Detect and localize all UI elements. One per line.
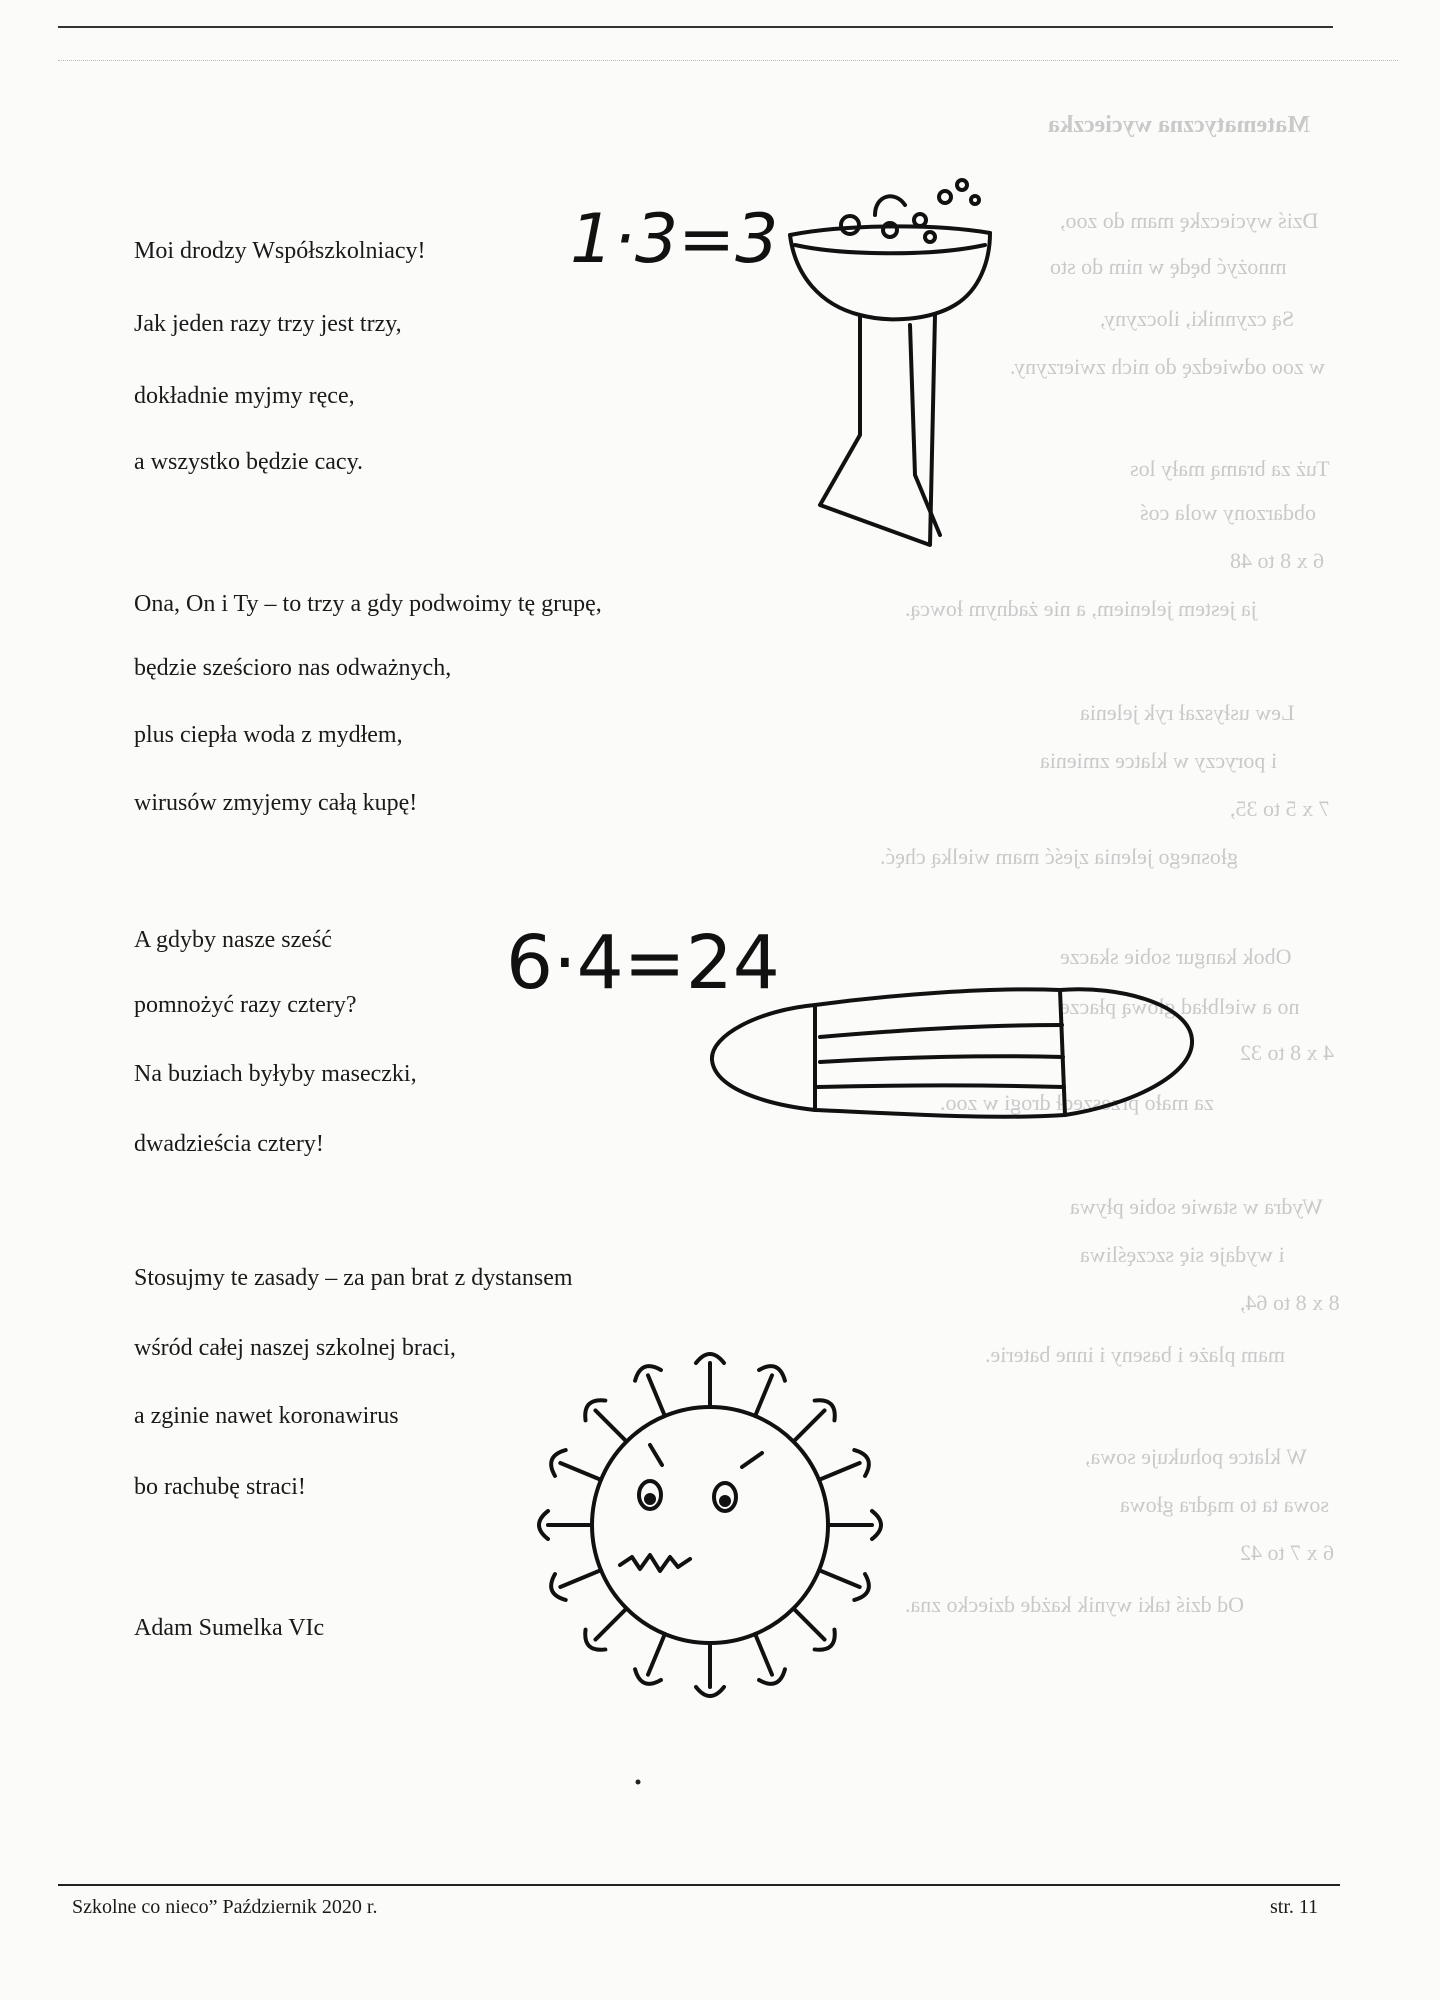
bleed-through-line: głosnego jelenia zjeść mam wielką chęć. (880, 844, 1238, 869)
top-rule (58, 26, 1333, 28)
poem-line: Moi drodzy Współszkolniacy! (134, 238, 426, 264)
poem-author: Adam Sumelka VIc (134, 1615, 325, 1641)
poem-line: Jak jeden razy trzy jest trzy, (134, 311, 402, 337)
face-mask-drawing (700, 965, 1200, 1125)
bleed-through-line: 6 x 8 to 48 (1230, 548, 1325, 573)
poem-line: dwadzieścia cztery! (134, 1131, 324, 1157)
mask-pleat (818, 1086, 1064, 1088)
mask-right-loop (1060, 989, 1192, 1115)
soap-bubble (971, 196, 979, 204)
soap-bubble (939, 191, 951, 203)
bleed-through-line: 4 x 8 to 32 (1240, 1040, 1335, 1065)
bleed-through-line: Są czynniki, iloczyny, (1100, 306, 1295, 331)
virus-brow-left (650, 1445, 662, 1465)
bleed-through-line: 6 x 7 to 42 (1240, 1540, 1335, 1565)
sink-basin (790, 233, 990, 319)
bleed-through-line: w zoo odwiedzę do nich zwierzyny. (1010, 354, 1326, 379)
coronavirus-drawing (510, 1335, 910, 1715)
equation-1-text: 1·3=3 (570, 200, 779, 279)
footer-rule (58, 1884, 1340, 1886)
bleed-through-line: za mało przeszedł drogi w zoo. (940, 1090, 1214, 1115)
bleed-through-title: Matematyczna wycieczka (1048, 112, 1310, 138)
poem-line: Na buziach byłyby maseczki, (134, 1061, 417, 1087)
bleed-through-line: Lew usłyszał ryk jelenia (1080, 700, 1295, 725)
poem-line: a zginie nawet koronawirus (134, 1403, 399, 1429)
poem-line: dokładnie myjmy ręce, (134, 383, 355, 409)
bleed-through-line: Tuż za bramą mały los (1130, 456, 1330, 481)
poem-line: Ona, On i Ty – to trzy a gdy podwoimy tę grupę, (134, 591, 602, 617)
bleed-through-line: i poryczy w klatce zmienia (1040, 748, 1278, 773)
bleed-through-line: Dziś wycieczkę mam do zoo, (1060, 208, 1319, 233)
soap-bubble (914, 214, 926, 226)
poem-line: Stosujmy te zasady – za pan brat z dystansem (134, 1265, 573, 1291)
bleed-through-line: obdarzony wola coś (1140, 500, 1316, 525)
handwritten-equation-1 (560, 190, 780, 280)
virus-pupil-right (721, 1497, 729, 1505)
soap-bubble (925, 232, 935, 242)
poem-line: będzie sześcioro nas odważnych, (134, 655, 452, 681)
mask-body (815, 989, 1065, 1116)
bleed-through-line: sowa ta to mądra głowa (1120, 1492, 1329, 1517)
poem-line: wśród całej naszej szkolnej braci, (134, 1335, 456, 1361)
poem-line: pomnożyć razy cztery? (134, 992, 357, 1018)
bleed-through-line: W klatce pohukuje sowa, (1085, 1444, 1307, 1469)
mask-pleat (820, 1025, 1062, 1037)
sink-pedestal (820, 315, 935, 545)
mask-left-loop (712, 1005, 815, 1110)
bleed-through-line: Wydra w stawie sobie pływa (1070, 1194, 1323, 1219)
footer-publication: Szkolne co nieco” Październik 2020 r. (72, 1896, 378, 1918)
poem-line: A gdyby nasze sześć (134, 927, 332, 953)
bleed-through-line: no a wielbład głową płacze (1060, 994, 1300, 1019)
bleed-through-line: 8 x 8 to 64, (1240, 1290, 1340, 1315)
bleed-through-line: mnożyć będę w nim do sto (1050, 254, 1287, 279)
virus-pupil-left (646, 1495, 654, 1503)
footer-page-number: str. 11 (1270, 1896, 1319, 1918)
bleed-through-line: Od dziś taki wynik każde dziecko zna. (905, 1592, 1245, 1617)
virus-brow-right (742, 1453, 762, 1467)
sink-drawing (780, 175, 1020, 575)
bleed-through-line: ja jestem jeleniem, a nie żadnym łowcą. (905, 596, 1257, 621)
stray-dot (634, 1778, 644, 1788)
bleed-through-line: mam plaże i baseny i inne baterie. (985, 1342, 1285, 1367)
bleed-through-line: i wydaje się szczęśliwa (1080, 1242, 1285, 1267)
bleed-through-line: Obok kangur sobie skacze (1060, 944, 1292, 969)
bleed-through-line: 7 x 5 to 35, (1230, 796, 1330, 821)
mask-pleat (820, 1056, 1063, 1062)
top-rule-faint (58, 60, 1398, 61)
sink-faucet (875, 196, 905, 215)
virus-spikes (539, 1354, 881, 1696)
poem-line: plus ciepła woda z mydłem, (134, 722, 403, 748)
sink-rim (790, 226, 990, 235)
virus-mouth (620, 1555, 690, 1571)
poem-line: wirusów zmyjemy całą kupę! (134, 790, 418, 816)
soap-bubble (957, 180, 967, 190)
equation-2-text: 6·4=24 (506, 920, 780, 1006)
sink-inner-rim (795, 245, 985, 253)
poem-line: a wszystko będzie cacy. (134, 449, 364, 475)
soap-bubble (841, 216, 859, 234)
poem-line: bo rachubę straci! (134, 1474, 306, 1500)
